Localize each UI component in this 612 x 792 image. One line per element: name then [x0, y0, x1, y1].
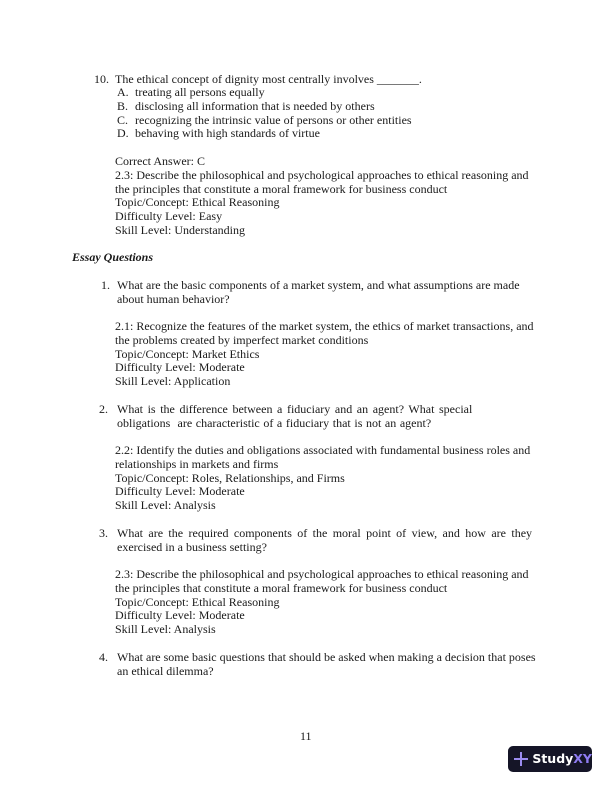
learning-objective: 2.3: Describe the philosophical and psychological approaches to ethical reasoning and: [115, 167, 529, 182]
question-number: 2.: [99, 402, 108, 416]
question-metadata: [115, 568, 529, 637]
learning-objective: 2.2: Identify the duties and obligations associated with fundamental business roles and: [115, 443, 531, 457]
question-number: 10.: [94, 72, 109, 86]
topic-concept: Topic/Concept: Market Ethics: [115, 346, 260, 361]
option-text: treating all persons equally: [135, 85, 265, 99]
skill-level: Skill Level: Analysis: [115, 498, 216, 513]
option-text: behaving with high standards of virtue: [135, 126, 320, 140]
question-number: 1.: [101, 278, 110, 292]
brand-name-accent: XY: [573, 751, 592, 767]
question-metadata: [115, 155, 529, 238]
learning-objective: 2.1: Recognize the features of the market system, the ethics of market transactions, and: [115, 319, 534, 333]
skill-level: Skill Level: Understanding: [115, 222, 245, 237]
question-line: exercised in a business setting?: [117, 539, 267, 554]
topic-concept: Topic/Concept: Roles, Relationships, and Firms: [115, 470, 345, 485]
question-line: about human behavior?: [117, 291, 230, 306]
question-line: What are the required components of the moral point of view, and how are they: [117, 526, 533, 540]
option-letter: A.: [117, 85, 129, 99]
question-text: [117, 527, 532, 555]
difficulty-level: Difficulty Level: Moderate: [115, 608, 245, 623]
question-number: 3.: [99, 526, 108, 540]
option-letter: B.: [117, 99, 129, 113]
question-metadata: [115, 320, 534, 389]
learning-objective-cont: the principles that constitute a moral framework for business conduct: [115, 181, 448, 196]
question-text: [117, 651, 536, 679]
learning-objective: 2.3: Describe the philosophical and psychological approaches to ethical reasoning and: [115, 567, 529, 581]
question-text: [117, 403, 472, 431]
correct-answer: Correct Answer: C: [115, 154, 205, 168]
option-letter: C.: [117, 113, 129, 127]
skill-level: Skill Level: Application: [115, 374, 231, 389]
question-line: What is the difference between a fiduciary and an agent? What special: [117, 402, 473, 416]
plus-icon: [514, 752, 527, 766]
option-text: recognizing the intrinsic value of persons or other entities: [135, 113, 412, 127]
studyxy-badge[interactable]: [508, 746, 592, 772]
question-number: 4.: [99, 650, 108, 664]
skill-level: Skill Level: Analysis: [115, 622, 216, 637]
difficulty-level: Difficulty Level: Moderate: [115, 484, 245, 499]
topic-concept: Topic/Concept: Ethical Reasoning: [115, 594, 280, 609]
learning-objective-cont: the problems created by imperfect market conditions: [115, 332, 369, 347]
option-text: disclosing all information that is needed by others: [135, 99, 375, 113]
question-line: an ethical dilemma?: [117, 663, 214, 678]
brand-name: Study: [532, 751, 574, 767]
difficulty-level: Difficulty Level: Moderate: [115, 360, 245, 375]
question-text: The ethical concept of dignity most centrally involves _______.: [115, 72, 422, 86]
question-line: obligations are characteristic of a fiduciary that is not an agent?: [117, 415, 432, 430]
question-line: What are the basic components of a market system, and what assumptions are made: [117, 278, 520, 292]
page-number: 11: [300, 729, 312, 743]
option-letter: D.: [117, 126, 129, 140]
section-heading: Essay Questions: [72, 250, 154, 264]
learning-objective-cont: the principles that constitute a moral framework for business conduct: [115, 580, 448, 595]
difficulty-level: Difficulty Level: Easy: [115, 209, 223, 224]
topic-concept: Topic/Concept: Ethical Reasoning: [115, 195, 280, 210]
learning-objective-cont: relationships in markets and firms: [115, 456, 279, 471]
question-text: [117, 279, 520, 307]
question-line: What are some basic questions that should be asked when making a decision that poses: [117, 650, 536, 664]
question-metadata: [115, 444, 530, 513]
